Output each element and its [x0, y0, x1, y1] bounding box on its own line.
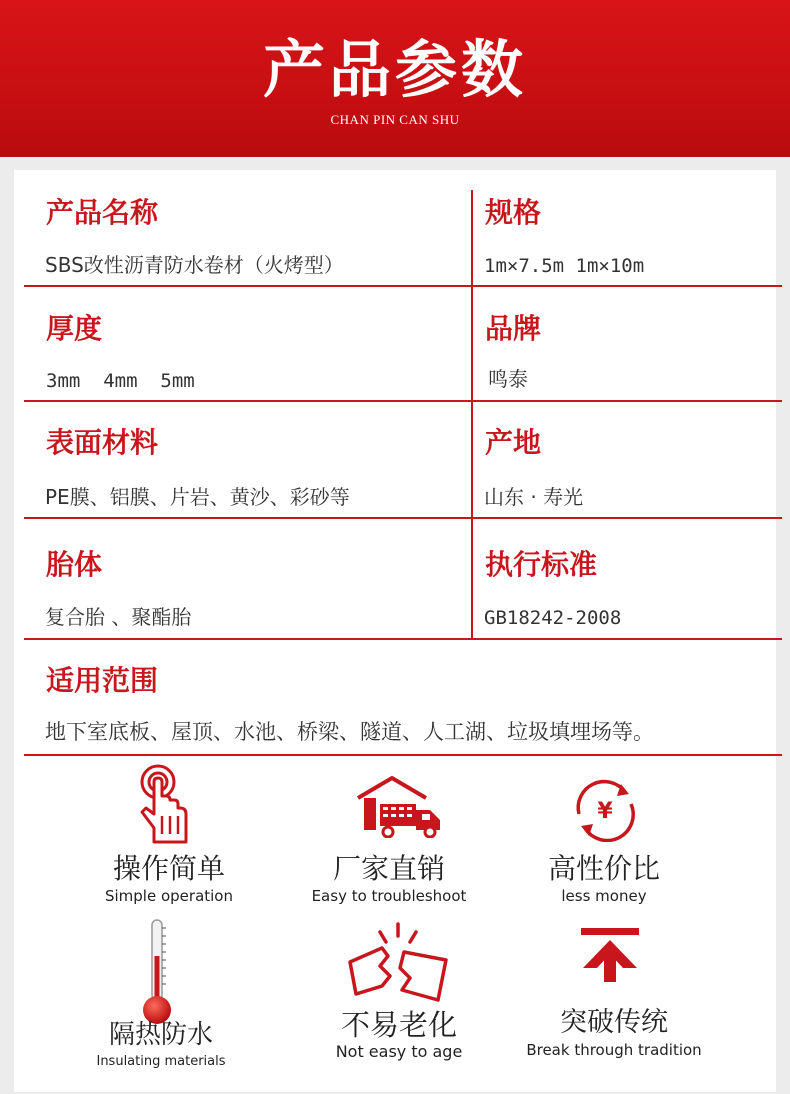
divider [24, 400, 782, 402]
spec-label-standard: 执行标准 [485, 548, 598, 581]
header-banner [0, 0, 790, 157]
spec-label-brand: 品牌 [485, 312, 542, 345]
feature-title: 高性价比 [547, 852, 660, 885]
divider [24, 285, 782, 287]
factory-truck-icon [356, 774, 446, 838]
svg-text:¥: ¥ [597, 799, 613, 824]
spec-value-size: 1m×7.5m 1m×10m [484, 255, 645, 277]
feature-subtitle: Easy to troubleshoot [311, 887, 467, 905]
finger-press-icon [134, 764, 194, 846]
feature-break-tradition [524, 1006, 704, 1060]
spec-value-base: 复合胎 、聚酯胎 [45, 605, 192, 629]
feature-factory-direct [304, 852, 474, 906]
spec-label-surface: 表面材料 [46, 426, 159, 459]
feature-subtitle: Insulating materials [96, 1054, 226, 1069]
feature-subtitle: Break through tradition [526, 1041, 702, 1059]
feature-subtitle: Not easy to age [335, 1042, 463, 1061]
divider [24, 754, 782, 756]
page-title: 产品参数 [262, 33, 527, 106]
spec-label-base: 胎体 [46, 548, 103, 581]
spec-value-product-name: SBS改性沥青防水卷材（火烤型） [45, 253, 344, 277]
spec-label-origin: 产地 [485, 426, 542, 459]
feature-cost-effective [519, 852, 689, 906]
divider [24, 638, 782, 640]
feature-insulation [94, 1018, 228, 1072]
column-divider [471, 190, 473, 640]
page-subtitle: CHAN PIN CAN SHU [330, 112, 460, 127]
spec-label-product-name: 产品名称 [46, 196, 159, 229]
feature-simple-operation [84, 852, 254, 906]
broken-shield-icon [346, 922, 450, 1004]
feature-subtitle: less money [561, 887, 647, 905]
feature-title: 不易老化 [340, 1008, 457, 1042]
feature-title: 突破传统 [560, 1007, 668, 1038]
arrow-up-icon [579, 926, 641, 982]
spec-value-origin: 山东 · 寿光 [484, 485, 584, 509]
feature-anti-aging [314, 1008, 484, 1062]
feature-title: 厂家直销 [332, 852, 445, 885]
feature-title: 隔热防水 [108, 1020, 213, 1050]
feature-title: 操作简单 [112, 852, 225, 885]
spec-value-brand: 鸣泰 [488, 367, 528, 391]
spec-label-size: 规格 [485, 196, 542, 229]
spec-card [14, 170, 776, 1092]
divider [24, 517, 782, 519]
spec-value-surface: PE膜、铝膜、片岩、黄沙、彩砂等 [45, 485, 350, 509]
spec-label-thickness: 厚度 [46, 312, 103, 345]
spec-value-standard: GB18242-2008 [484, 607, 622, 629]
spec-value-scope: 地下室底板、屋顶、水池、桥梁、隧道、人工湖、垃圾填埋场等。 [45, 720, 654, 744]
spec-value-thickness: 3mm 4mm 5mm [46, 370, 195, 392]
feature-subtitle: Simple operation [104, 887, 233, 905]
thermometer-icon [140, 918, 174, 1026]
spec-label-scope: 适用范围 [46, 664, 159, 697]
yuan-cycle-icon [569, 776, 641, 842]
